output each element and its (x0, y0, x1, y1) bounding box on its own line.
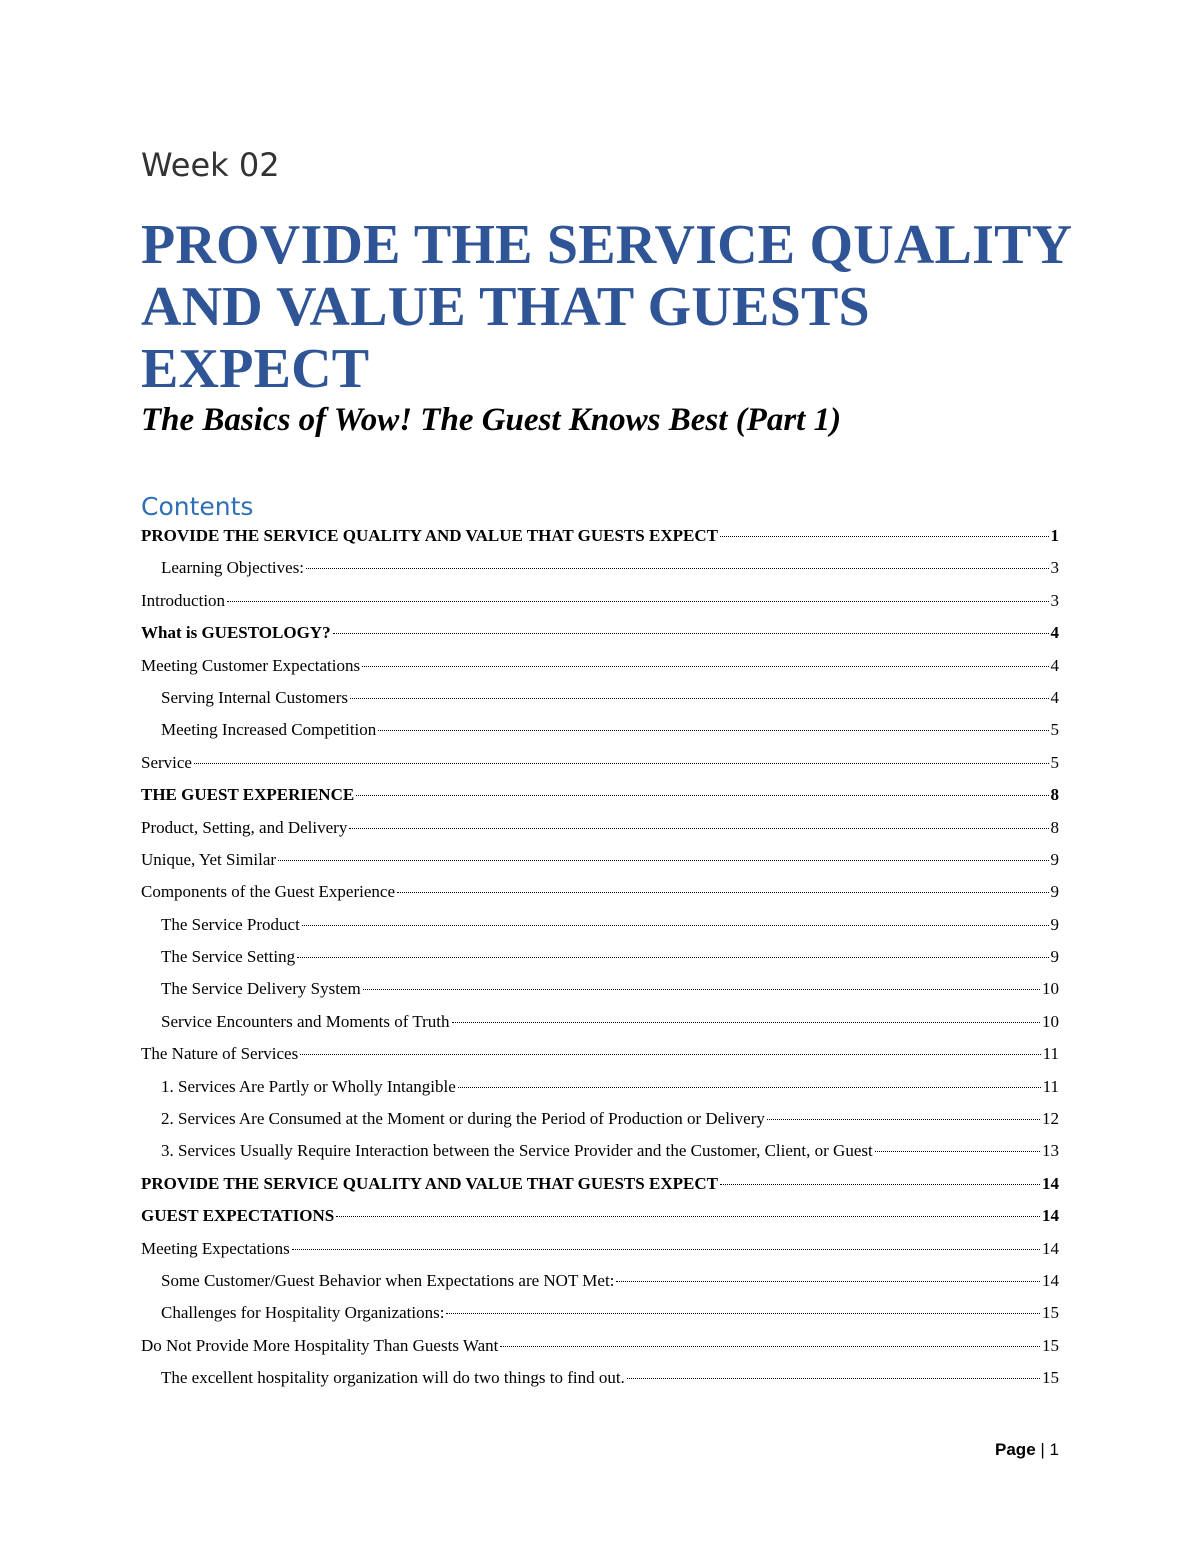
toc-entry[interactable] (141, 1141, 1059, 1173)
toc-dot-leader (627, 1378, 1040, 1379)
toc-entry[interactable] (141, 1174, 1059, 1206)
toc-entry-title: 3. Services Usually Require Interaction between the Service Provider and the Customer, Client, or Guest (161, 1141, 873, 1161)
toc-entry-title: Serving Internal Customers (161, 687, 348, 707)
toc-entry[interactable] (141, 591, 1059, 623)
toc-entry-page: 5 (1050, 720, 1059, 740)
toc-entry-title: PROVIDE THE SERVICE QUALITY AND VALUE THAT GUESTS EXPECT (141, 1173, 718, 1193)
toc-dot-leader (194, 763, 1049, 764)
toc-entry-page: 12 (1042, 1109, 1059, 1129)
toc-entry[interactable] (141, 1206, 1059, 1238)
toc-entry-page: 15 (1042, 1303, 1059, 1323)
toc-dot-leader (297, 957, 1048, 958)
toc-entry-title: 2. Services Are Consumed at the Moment or during the Period of Production or Delivery (161, 1109, 765, 1129)
toc-entry-page: 9 (1050, 882, 1059, 902)
toc-dot-leader (350, 698, 1049, 699)
toc-entry-title: Unique, Yet Similar (141, 849, 277, 869)
toc-entry-title: What is GUESTOLOGY? (141, 623, 331, 643)
toc-entry[interactable] (141, 1077, 1059, 1109)
toc-dot-leader (292, 1249, 1040, 1250)
toc-dot-leader (336, 1216, 1040, 1217)
contents-heading: Contents (141, 492, 254, 521)
toc-entry[interactable] (141, 1336, 1059, 1368)
toc-dot-leader (362, 666, 1048, 667)
toc-entry-page: 10 (1042, 1011, 1059, 1031)
toc-entry-title: Do Not Provide More Hospitality Than Guests Want (141, 1335, 499, 1355)
toc-entry-title: Product, Setting, and Delivery (141, 817, 348, 837)
toc-entry-page: 4 (1050, 655, 1059, 675)
toc-entry[interactable] (141, 1271, 1059, 1303)
toc-entry-page: 4 (1050, 687, 1059, 707)
toc-entry-page: 1 (1050, 526, 1059, 545)
toc-entry[interactable] (141, 753, 1059, 785)
toc-entry-title: The excellent hospitality organization will do two things to find out. (161, 1368, 625, 1388)
toc-entry-page: 10 (1042, 979, 1059, 999)
toc-entry[interactable] (141, 656, 1059, 688)
toc-entry[interactable] (141, 558, 1059, 590)
toc-entry[interactable] (141, 850, 1059, 882)
toc-entry-page: 14 (1042, 1173, 1059, 1193)
toc-entry-page: 3 (1050, 590, 1059, 610)
toc-entry-page: 9 (1050, 914, 1059, 934)
toc-entry-page: 5 (1050, 752, 1059, 772)
toc-entry-page: 3 (1050, 558, 1059, 578)
toc-entry[interactable] (141, 818, 1059, 850)
toc-entry[interactable] (141, 882, 1059, 914)
toc-dot-leader (306, 568, 1048, 569)
toc-entry-page: 8 (1050, 785, 1059, 805)
toc-entry-title: Service Encounters and Moments of Truth (161, 1011, 450, 1031)
toc-entry-page: 11 (1042, 1076, 1059, 1096)
toc-entry-title: The Service Setting (161, 947, 296, 967)
page-label: Page (995, 1440, 1036, 1459)
toc-dot-leader (458, 1087, 1041, 1088)
toc-dot-leader (363, 989, 1040, 990)
page-footer (995, 1440, 1059, 1460)
toc-entry[interactable] (141, 785, 1059, 817)
toc-entry-title: Meeting Customer Expectations (141, 655, 361, 675)
toc-entry-title: Meeting Expectations (141, 1238, 290, 1258)
toc-entry[interactable] (141, 688, 1059, 720)
page-number: 1 (1049, 1440, 1059, 1459)
toc-entry[interactable] (141, 1239, 1059, 1271)
toc-entry-title: GUEST EXPECTATIONS (141, 1206, 335, 1226)
toc-entry-title: PROVIDE THE SERVICE QUALITY AND VALUE THAT GUESTS EXPECT (141, 526, 718, 545)
toc-entry-title: Challenges for Hospitality Organizations: (161, 1303, 445, 1323)
toc-dot-leader (446, 1313, 1040, 1314)
toc-dot-leader (875, 1151, 1040, 1152)
toc-entry-title: 1. Services Are Partly or Wholly Intangible (161, 1076, 456, 1096)
toc-dot-leader (300, 1054, 1040, 1055)
toc-dot-leader (356, 795, 1048, 796)
page-separator: | (1035, 1440, 1050, 1459)
toc-entry[interactable] (141, 720, 1059, 752)
toc-entry-page: 15 (1042, 1368, 1059, 1388)
document-subtitle: The Basics of Wow! The Guest Knows Best (Part 1) (141, 402, 842, 438)
toc-entry-title: The Service Product (161, 914, 300, 934)
document-title: PROVIDE THE SERVICE QUALITY AND VALUE THAT GUESTS EXPECT (141, 214, 1071, 400)
toc-entry-page: 8 (1050, 817, 1059, 837)
toc-entry[interactable] (141, 1303, 1059, 1335)
toc-entry[interactable] (141, 623, 1059, 655)
toc-entry-page: 14 (1042, 1238, 1059, 1258)
toc-dot-leader (397, 892, 1049, 893)
toc-dot-leader (227, 601, 1048, 602)
toc-dot-leader (720, 536, 1049, 537)
toc-entry-title: Learning Objectives: (161, 558, 305, 578)
toc-dot-leader (302, 925, 1049, 926)
toc-entry-page: 4 (1050, 623, 1059, 643)
toc-entry-title: Some Customer/Guest Behavior when Expectations are NOT Met: (161, 1270, 615, 1290)
toc-entry[interactable] (141, 979, 1059, 1011)
toc-dot-leader (767, 1119, 1040, 1120)
toc-dot-leader (500, 1346, 1040, 1347)
toc-dot-leader (720, 1184, 1040, 1185)
toc-entry-title: Introduction (141, 590, 226, 610)
toc-entry-title: Components of the Guest Experience (141, 882, 395, 902)
toc-entry[interactable] (141, 1012, 1059, 1044)
toc-entry-page: 11 (1042, 1044, 1059, 1064)
toc-dot-leader (616, 1281, 1040, 1282)
toc-entry-page: 9 (1050, 849, 1059, 869)
toc-entry[interactable] (141, 947, 1059, 979)
toc-entry-title: The Service Delivery System (161, 979, 361, 999)
toc-entry-page: 9 (1050, 947, 1059, 967)
toc-entry-title: The Nature of Services (141, 1044, 299, 1064)
toc-entry[interactable] (141, 1044, 1059, 1076)
toc-dot-leader (333, 633, 1049, 634)
toc-dot-leader (278, 860, 1048, 861)
toc-entry-title: Service (141, 752, 192, 772)
toc-entry[interactable] (141, 526, 1059, 558)
table-of-contents (141, 526, 1059, 1401)
toc-dot-leader (349, 828, 1048, 829)
toc-entry-page: 14 (1042, 1270, 1059, 1290)
toc-dot-leader (378, 730, 1048, 731)
toc-entry-page: 14 (1042, 1206, 1059, 1226)
week-label: Week 02 (141, 146, 280, 184)
toc-entry-page: 15 (1042, 1335, 1059, 1355)
toc-dot-leader (452, 1022, 1041, 1023)
toc-entry-title: THE GUEST EXPERIENCE (141, 785, 355, 805)
toc-entry-page: 13 (1042, 1141, 1059, 1161)
toc-entry[interactable] (141, 1109, 1059, 1141)
toc-entry[interactable] (141, 915, 1059, 947)
toc-entry[interactable] (141, 1368, 1059, 1400)
toc-entry-title: Meeting Increased Competition (161, 720, 377, 740)
